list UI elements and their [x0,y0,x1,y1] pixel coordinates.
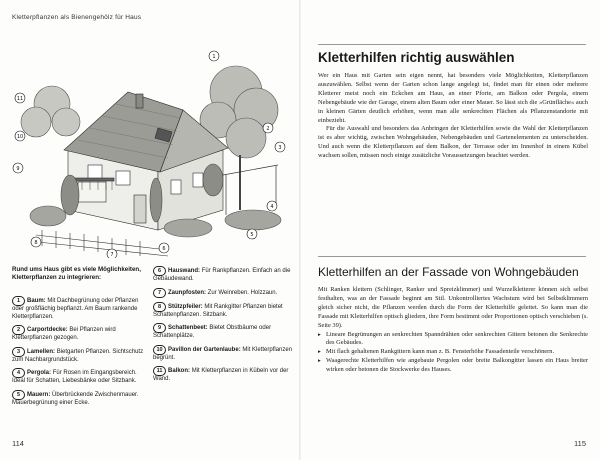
heading-rule-mid [318,256,586,257]
svg-text:2: 2 [266,126,270,132]
legend-item-11: 11 Balkon: Mit Kletterpflanzen in Kübeln vor der Wand. [153,368,289,383]
legend-item-9: 9 Schattenbeet: Bietet Obstbäume oder Schattenplätze. [153,325,272,340]
callout-9 [13,163,23,173]
list-item: ▸ Mit flach gehaltenen Rankgittern kann man z. B. Fensterhöhe Fassadenteile verschönern. [318,348,588,357]
legend-item-6: 6 Hauswand: Für Rankpflanzen. Einfach an die Gebäudewand. [153,268,291,282]
callout-5 [247,229,257,239]
heading-rule-top [318,44,586,45]
legend-item-4: 4 Pergola: Für Rosen im Eingangsbereich. Ideal für Schatten, Liebesbänke oder Sitzbank. [12,370,137,385]
callout-2 [263,123,273,133]
callout-6 [159,243,169,253]
legend-item-10: 10 Pavillon der Gartenlaube: Mit Kletterpflanzen begrünt. [153,346,293,361]
svg-text:4: 4 [270,204,274,210]
svg-text:5: 5 [250,232,254,238]
house-illustration [8,30,292,258]
bullet-list [318,331,588,376]
list-item: ▸ Lineare Begrünungen an senkrechten Spanndrähten oder senkrechten Gittern betonen die Senkrechte des Gebäudes. [318,331,588,349]
legend-column-left [12,296,146,412]
list-item: ▸ Waagerechte Kletterhilfen wie angebaute Pergolen oder breite Balkongitter lassen ein Haus breiter wirken oder betonen die Stockwerke des Hauses. [318,357,588,375]
svg-text:3: 3 [278,145,282,151]
paragraph: Mit Ranken klettern (Schlinger, Ranker und Spreizklimmer) und Wurzelkletterer können sich selbst festhalten, was an der Fassade beginnt am Stil. Unkontrolliertes Wachstum wird bei Selbstklimmern gleich sicher nicht, die Pflanzen werden durch die Form der Kletterhilfe geleitet. So kann man die Fassade mit Kletterhilfen optisch gliedern, ihre Form bestimmt oder Proportionen optisch verschieben (s. Seite 39). [318,286,588,329]
paragraph: Wer ein Haus mit Garten sein eigen nennt, hat besonders viele Möglichkeiten, Kletterpflanzen auszuwählen. Selbst wenn der Garten schon lange angelegt ist, findet man für einen oder mehrere Kletterer meist noch ein Eckchen am Haus, an einer Pforte, am Balkon oder Pergola, einem Nebengebäude wie der Garage, einem alten Baum oder einer Mauer. So lässt sich die »Grünfläche« auch in kleinen Gärten deutlich erhöhen, wenn man alle senkrechten Flächen als Pflanzenstandorte mit einbezieht. [318,72,588,124]
section-heading-1: Kletterhilfen richtig auswählen [318,50,515,65]
callout-11 [15,93,25,103]
section-2-body [318,286,588,375]
callout-1 [209,51,219,61]
legend-item-8: 8 Stützpfeiler: Mit Rankgitter Pflanzen bietet Schattenpflanzen. Sitzbank. [153,303,283,318]
page-number-left: 114 [12,439,24,448]
legend-item-5: 5 Mauern: Überbrückende Zwischenmauer. Mauerbegrünung einer Ecke. [12,391,139,406]
svg-text:10: 10 [16,134,24,140]
running-head: Kletterpflanzen als Bienengehölz für Haus [12,14,142,21]
legend-item-1: 1 Baum: Mit Dachbegrünung oder Pflanzen oder großflächig bepflanzt. Am Baum rankende Kletterpflanzen. [12,298,139,320]
callout-8 [31,237,41,247]
svg-text:1: 1 [212,54,216,60]
svg-text:11: 11 [16,96,24,102]
section-1-body [318,72,588,161]
section-heading-2: Kletterhilfen an der Fassade von Wohngebäuden [318,265,579,279]
page-number-right: 115 [574,439,586,448]
page-gutter [299,0,301,460]
svg-text:6: 6 [162,246,166,252]
callout-7 [107,249,117,258]
paragraph: Für die Auswahl und besonders das Anbringen der Kletterhilfen sowie die Wahl der Kletterpflanzen ist es aber wichtig, zwischen Wohngebäuden, Nebengebäuden und Gartenelementen zu unterscheiden. Und auch wenn die Kletterpflanzen auf dem Balkon, der Terrasse oder im Innenhof in einem Kübel wachsen sollen, müssen noch einige zusätzliche Voraussetzungen beachtet werden. [318,125,588,160]
callout-3 [275,142,285,152]
svg-text:7: 7 [110,252,114,258]
callout-10 [15,131,25,141]
legend-item-7: 7 Zaunpfosten: Zur Weinreben. Holzzaun. [153,288,295,298]
legend-column-right [153,266,295,388]
callout-4 [267,201,277,211]
svg-text:8: 8 [34,240,38,246]
legend-item-3: 3 Lamellen: Bietgarten Pflanzen. Sichtschutz zum Nachbargrundstück. [12,348,144,363]
legend-item-2: 2 Carportdecke: Bei Pflanzen wird Kletterpflanzen gezogen. [12,327,116,342]
legend-intro: Rund ums Haus gibt es viele Möglichkeiten, Kletterpflanzen zu integrieren: [12,266,141,281]
svg-text:9: 9 [16,166,20,172]
